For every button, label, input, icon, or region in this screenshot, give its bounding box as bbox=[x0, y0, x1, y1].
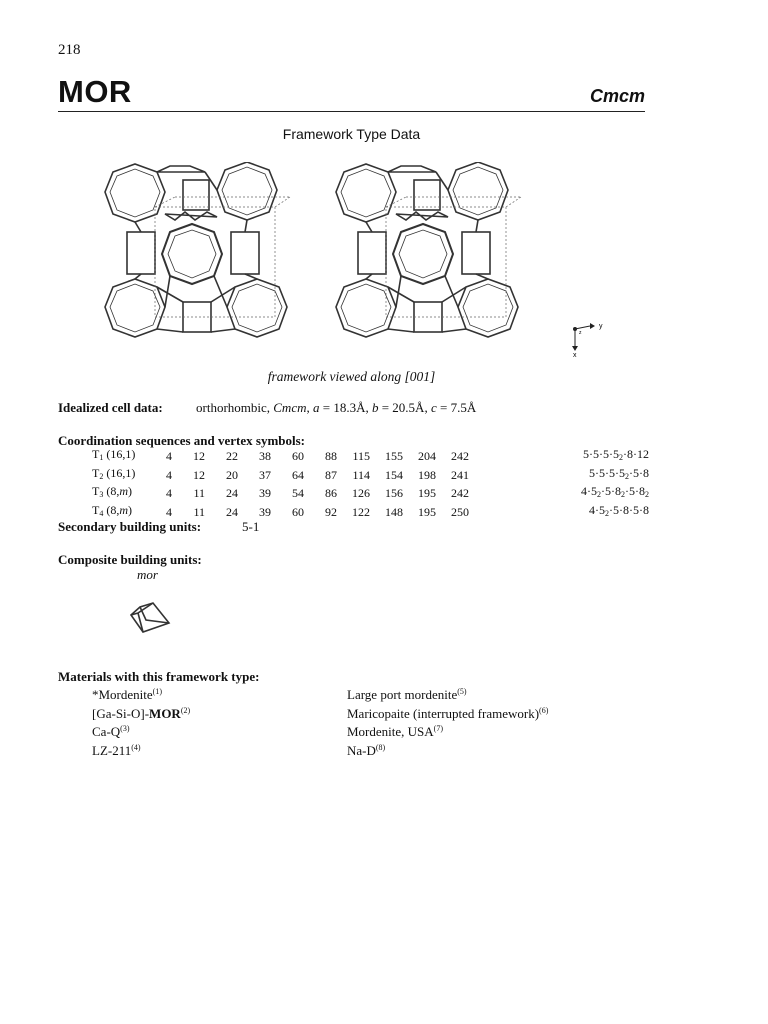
coordination-value: 115 bbox=[352, 449, 370, 463]
coordination-table bbox=[92, 447, 649, 521]
sbu-value: 5-1 bbox=[242, 519, 260, 534]
material-item: Maricopaite (interrupted framework)$^{(6)}$ bbox=[347, 705, 549, 721]
coordination-value: 156 bbox=[385, 486, 403, 500]
section-title: Framework Type Data bbox=[282, 126, 421, 142]
coordination-value: 12 bbox=[193, 467, 205, 482]
coordination-value: 114 bbox=[352, 467, 370, 482]
coordination-row bbox=[92, 484, 649, 503]
coordination-title: Coordination sequences and vertex symbols: bbox=[58, 433, 306, 448]
coordination-value: 148 bbox=[385, 504, 403, 519]
coordination-value: 39 bbox=[259, 486, 271, 500]
cell-c-value: = 7.5Å bbox=[436, 400, 477, 415]
coordination-value: 126 bbox=[352, 486, 370, 500]
coordination-value: 198 bbox=[418, 467, 436, 482]
coordination-value: 154 bbox=[385, 467, 403, 482]
cell-system: orthorhombic, bbox=[196, 400, 274, 415]
vertex-symbol: $5\cdot 5\cdot 5\cdot 5_2\cdot 5\cdot 8$ bbox=[589, 465, 649, 481]
coordination-value: 242 bbox=[451, 449, 469, 463]
cell-b-value: = 20.5Å, bbox=[378, 400, 431, 415]
coordination-value: 12 bbox=[193, 449, 205, 463]
coordination-value: 4 bbox=[166, 467, 172, 482]
header-rule bbox=[58, 111, 645, 112]
space-group: Cmcm bbox=[589, 86, 645, 106]
coordination-value: 155 bbox=[385, 449, 403, 463]
coordination-value: 122 bbox=[352, 504, 370, 519]
cell-data-row: Idealized cell data: orthorhombic, Cmcm, a = 18.3Å, b = 20.5Å, c = 7.5Å bbox=[58, 400, 477, 415]
material-item: LZ-211$^{(4)}$ bbox=[92, 742, 141, 758]
site-label: $T_3$ (8,m) bbox=[92, 484, 133, 499]
framework-drawing bbox=[336, 162, 518, 337]
coordination-value: 22 bbox=[226, 449, 238, 463]
coordination-value: 24 bbox=[226, 486, 238, 500]
cell-group: Cmcm bbox=[273, 400, 307, 415]
coordination-value: 39 bbox=[259, 504, 271, 519]
figure-caption: framework viewed along [001] bbox=[267, 369, 436, 384]
cell-a-value: = 18.3Å, bbox=[319, 400, 372, 415]
sbu-row bbox=[58, 519, 259, 535]
material-item: Large port mordenite$^{(5)}$ bbox=[347, 687, 467, 702]
coordination-value: 195 bbox=[418, 504, 436, 519]
axis-label-z: z bbox=[579, 330, 582, 336]
material-item: *Mordenite$^{(1)}$ bbox=[92, 687, 162, 702]
material-item: Mordenite, USA$^{(7)}$ bbox=[347, 724, 443, 739]
sbu-label: Secondary building units: bbox=[58, 519, 202, 534]
cbu-name: mor bbox=[137, 567, 158, 582]
coordination-row bbox=[92, 466, 649, 485]
coordination-value: 11 bbox=[193, 486, 205, 500]
axis-indicator bbox=[568, 318, 608, 358]
site-label: $T_2$ (16,1) bbox=[92, 465, 136, 481]
framework-code-title: MOR bbox=[58, 74, 132, 109]
coordination-value: 241 bbox=[451, 467, 469, 482]
coordination-value: 195 bbox=[418, 486, 436, 500]
vertex-symbol: $4\cdot 5_2\cdot 5\cdot 8_2\cdot 5\cdot 8_2$ bbox=[581, 484, 649, 499]
materials-right-column bbox=[347, 684, 548, 758]
cbu-mor-drawing bbox=[128, 600, 174, 636]
cbu-title: Composite building units: bbox=[58, 552, 202, 567]
materials-left-column bbox=[92, 684, 190, 758]
coordination-value: 4 bbox=[166, 504, 172, 519]
coordination-value: 54 bbox=[292, 486, 304, 500]
axis-label-y: y bbox=[599, 323, 603, 330]
coordination-value: 250 bbox=[451, 504, 469, 519]
coordination-value: 60 bbox=[292, 449, 304, 463]
coordination-value: 92 bbox=[325, 504, 337, 519]
coordination-value: 4 bbox=[166, 449, 172, 463]
material-item: $Na-D^{(8)}$ bbox=[347, 742, 386, 758]
coordination-value: 20 bbox=[226, 467, 238, 482]
coordination-value: 37 bbox=[259, 467, 271, 482]
coordination-value: 204 bbox=[418, 449, 436, 463]
vertex-symbol: $4\cdot 5_2\cdot 5\cdot 8\cdot 5\cdot 8$ bbox=[589, 502, 649, 518]
material-item: $Ca-Q^{(3)}$ bbox=[92, 724, 130, 739]
coordination-value: 88 bbox=[325, 449, 337, 463]
coordination-value: 87 bbox=[325, 467, 337, 482]
coordination-value: 64 bbox=[292, 467, 304, 482]
site-label: $T_1$ (16,1) bbox=[92, 447, 136, 462]
coordination-value: 11 bbox=[193, 504, 205, 519]
coordination-value: 60 bbox=[292, 504, 304, 519]
cell-b-symbol: b bbox=[371, 400, 379, 415]
page-number: 218 bbox=[58, 42, 81, 58]
axis-label-x: x bbox=[573, 352, 577, 358]
material-item: [Ga-Si-O]-MOR$^{(2)}$ bbox=[92, 705, 191, 721]
cell-a-symbol: a bbox=[312, 400, 320, 415]
coordination-value: 242 bbox=[451, 486, 469, 500]
coordination-row bbox=[92, 447, 649, 466]
coordination-value: 38 bbox=[259, 449, 271, 463]
cell-data-label: Idealized cell data: bbox=[58, 400, 163, 415]
framework-figure-left bbox=[95, 162, 307, 362]
coordination-value: 4 bbox=[166, 486, 172, 500]
coordination-value: 86 bbox=[325, 486, 337, 500]
site-label: $T_4$ (8,m) bbox=[92, 502, 133, 518]
cell-c-symbol: c bbox=[430, 400, 437, 415]
coordination-value: 24 bbox=[226, 504, 238, 519]
framework-figure-right bbox=[326, 162, 538, 362]
framework-drawing bbox=[105, 162, 287, 337]
vertex-symbol: $5\cdot 5\cdot 5\cdot 5_2\cdot 8\cdot 12$ bbox=[583, 447, 649, 462]
materials-title: Materials with this framework type: bbox=[58, 669, 260, 684]
